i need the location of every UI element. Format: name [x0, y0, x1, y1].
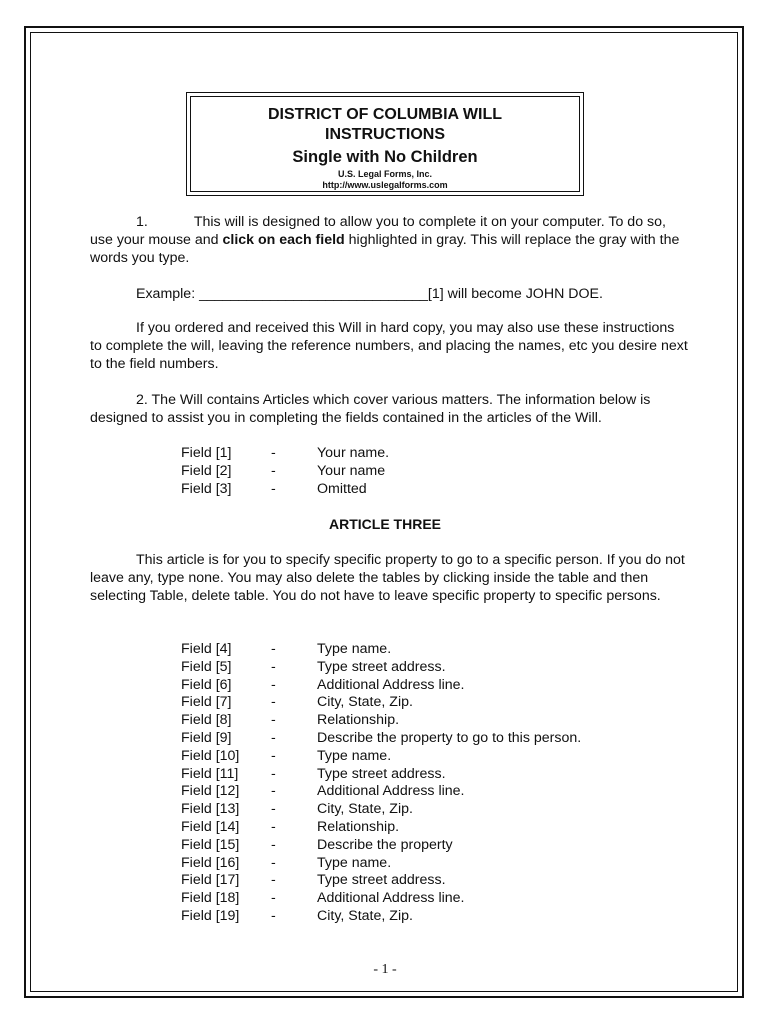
paragraph-1-text-a: This will is designed to allow you to complete it on your computer. To do so, use your mouse and [90, 214, 666, 248]
field-label: Field [14] [181, 818, 240, 835]
field-dash: - [271, 783, 276, 800]
field-label: Field [10] [181, 747, 240, 764]
field-label: Field [1] [181, 445, 232, 461]
field-row [181, 694, 581, 712]
field-dash: - [271, 641, 276, 657]
field-label: Field [16] [181, 854, 240, 871]
field-row [181, 890, 581, 908]
field-label: Field [11] [181, 765, 239, 782]
field-row [181, 801, 581, 819]
field-dash: - [271, 480, 276, 497]
paragraph-hardcopy-text: If you ordered and received this Will in hard copy, you may also use these instructions to complete the will, leaving the reference numbers, and placing the names, etc you desire next to the field numbers. [90, 320, 688, 372]
field-dash: - [271, 747, 276, 764]
field-row [181, 819, 581, 837]
field-row [181, 712, 581, 730]
field-dash: - [271, 676, 276, 693]
field-dash: - [271, 890, 276, 907]
field-list-2 [181, 641, 581, 926]
field-row [181, 872, 581, 890]
field-dash: - [271, 801, 276, 818]
field-row [181, 908, 581, 926]
example-line [90, 286, 690, 304]
field-dash: - [271, 836, 276, 853]
field-description: Additional Address line. [317, 783, 465, 800]
field-description: Type name. [317, 854, 392, 871]
field-row [181, 748, 581, 766]
field-description: Type street address. [317, 765, 446, 782]
document-title-line2: INSTRUCTIONS [325, 126, 445, 143]
company-name: U.S. Legal Forms, Inc. [337, 169, 433, 179]
field-label: Field [19] [181, 907, 240, 924]
field-description: Type name. [317, 747, 392, 764]
example-blank: _____________________________ [199, 286, 428, 302]
field-label: Field [6] [181, 676, 232, 693]
field-label: Field [2] [181, 462, 232, 479]
field-description: Your name [317, 462, 386, 479]
field-description: City, State, Zip. [317, 907, 413, 924]
field-label: Field [17] [181, 872, 240, 889]
field-description: City, State, Zip. [317, 694, 413, 711]
field-row [181, 445, 389, 463]
field-description: Omitted [317, 480, 367, 497]
field-row [181, 481, 389, 499]
field-row [181, 463, 389, 481]
article-three-paragraph [90, 552, 690, 605]
title-box-inner [190, 96, 580, 192]
field-label: Field [18] [181, 890, 240, 907]
field-list-1 [181, 445, 389, 498]
field-dash: - [271, 765, 276, 782]
field-dash: - [271, 712, 276, 729]
field-label: Field [8] [181, 712, 232, 729]
document-title-line1: DISTRICT OF COLUMBIA WILL [267, 106, 503, 123]
field-description: Type street address. [317, 872, 446, 889]
field-row [181, 783, 581, 801]
field-label: Field [7] [181, 694, 232, 711]
company-url: http://www.uslegalforms.com [322, 180, 448, 190]
paragraph-1 [90, 214, 690, 267]
paragraph-1-bold: click on each field [222, 231, 345, 248]
field-row [181, 659, 581, 677]
field-description: Relationship. [317, 818, 400, 835]
field-description: Relationship. [317, 712, 400, 729]
field-dash: - [271, 907, 276, 924]
field-row [181, 837, 581, 855]
field-row [181, 677, 581, 695]
paragraph-hardcopy [90, 320, 690, 373]
title-box [186, 92, 584, 196]
field-dash: - [271, 872, 276, 889]
field-dash: - [271, 445, 276, 461]
paragraph-2 [90, 392, 690, 428]
article-three-text: This article is for you to specify specific property to go to a specific person. If you do not leave any, type none. You may also delete the tables by clicking inside the table and then selecting Table, delete table. You do not have to leave specific property to specific persons. [90, 552, 685, 604]
field-label: Field [13] [181, 801, 240, 818]
page-number: - 1 - [373, 962, 397, 977]
field-row [181, 855, 581, 873]
field-dash: - [271, 729, 276, 746]
field-description: Type name. [317, 641, 392, 657]
field-label: Field [5] [181, 658, 232, 675]
field-description: Additional Address line. [317, 890, 465, 907]
paragraph-1-number: 1. [136, 214, 148, 230]
field-description: Your name. [317, 445, 390, 461]
field-description: City, State, Zip. [317, 801, 413, 818]
field-row [181, 641, 581, 659]
field-dash: - [271, 462, 276, 479]
field-row [181, 766, 581, 784]
document-subtitle: Single with No Children [292, 148, 478, 166]
field-dash: - [271, 658, 276, 675]
field-description: Additional Address line. [317, 676, 465, 693]
field-label: Field [3] [181, 480, 232, 497]
example-text: [1] will become JOHN DOE. [427, 286, 603, 302]
field-label: Field [12] [181, 783, 240, 800]
field-dash: - [271, 854, 276, 871]
article-three-heading: ARTICLE THREE [329, 516, 441, 532]
field-row [181, 730, 581, 748]
paragraph-1-text-b: highlighted in gray. This will replace the gray with the words you type. [90, 231, 680, 266]
field-description: Describe the property [317, 836, 453, 853]
field-dash: - [271, 694, 276, 711]
field-dash: - [271, 818, 276, 835]
field-description: Type street address. [317, 658, 446, 675]
field-label: Field [15] [181, 836, 240, 853]
field-label: Field [9] [181, 729, 232, 746]
field-description: Describe the property to go to this person. [317, 729, 582, 746]
paragraph-2-text: 2. The Will contains Articles which cover various matters. The information below is designed to assist you in completing the fields contained in the articles of the Will. [90, 392, 651, 426]
example-label: Example: [136, 286, 200, 302]
field-label: Field [4] [181, 641, 232, 657]
